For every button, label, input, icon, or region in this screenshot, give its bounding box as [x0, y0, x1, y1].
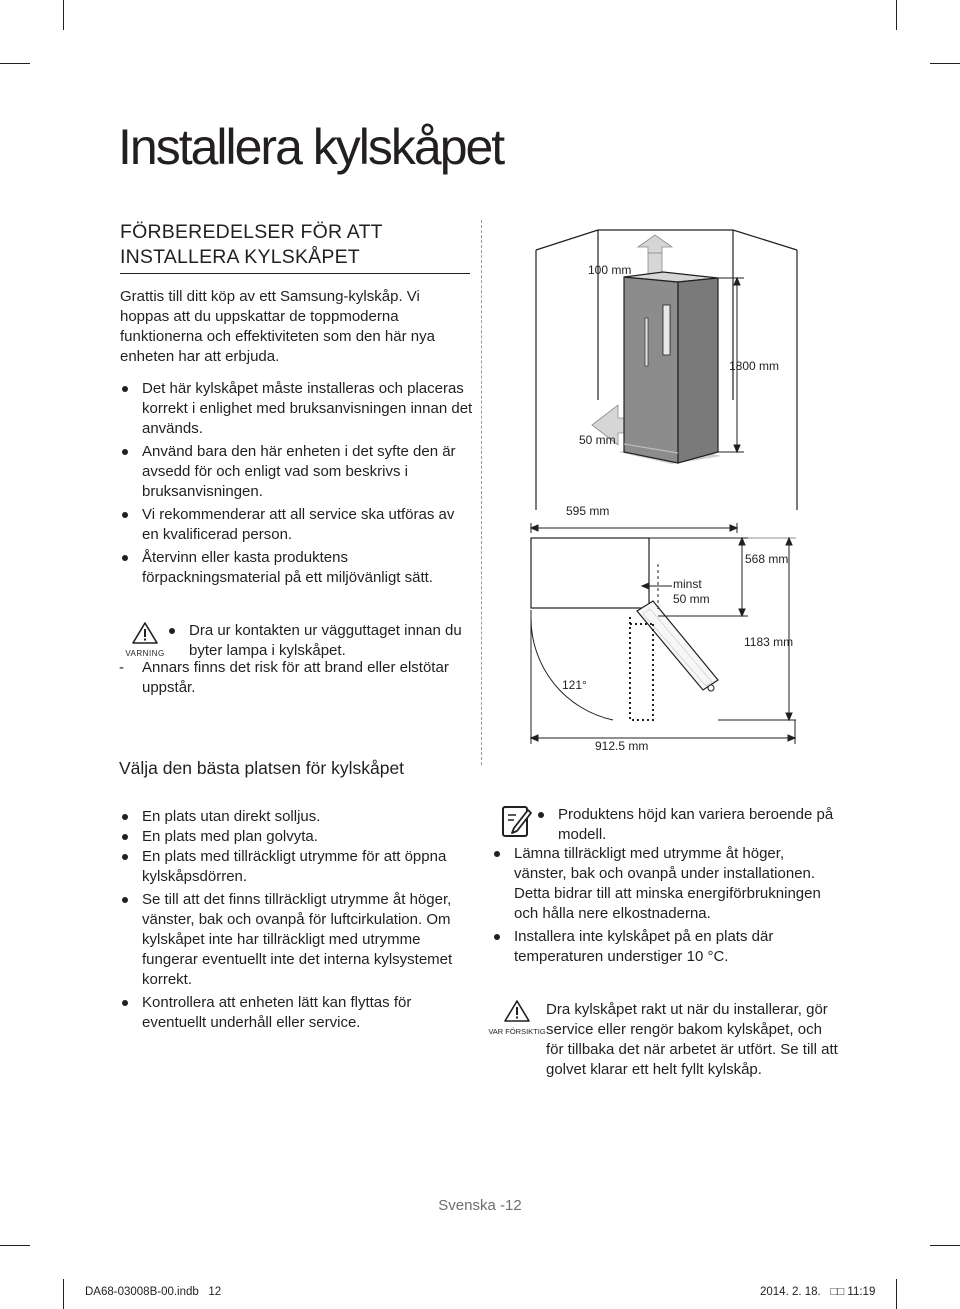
crop-mark: [896, 0, 897, 30]
intro-paragraph: Grattis till ditt köp av ett Samsung-kylskåp. Vi hoppas att du uppskattar de toppmoderna funktionerna och effektiviteten som den här nya enheten har att erbjuda.: [120, 288, 435, 365]
crop-mark: [896, 1279, 897, 1309]
list-item: Se till att det finns tillräckligt utrymme åt höger, vänster, bak och ovanpå för luftcirkulation. Om kylskåpet inte har tillräckligt med utrymme fungerar eventuellt inte det interna kylsystemet korrekt.: [119, 890, 474, 990]
crop-mark: [63, 1279, 64, 1309]
list-item: Produktens höjd kan variera beroende på modell.: [535, 805, 835, 845]
subsection-heading: Välja den bästa platsen för kylskåpet: [119, 758, 405, 778]
list-item: Installera inte kylskåpet på en plats där temperaturen understiger 10 °C.: [491, 927, 836, 967]
note-bullets: [491, 844, 836, 967]
crop-mark: [0, 63, 30, 64]
note-icon: [502, 806, 532, 838]
width-dimension: [531, 523, 737, 533]
dim-angle: 121°: [562, 678, 587, 692]
crop-mark: [930, 1245, 960, 1246]
min-clearance-dimension: [642, 583, 672, 589]
dim-depth: 568 mm: [745, 552, 789, 566]
list-item: Dra ur kontakten ur vägguttaget innan du byter lampa i kylskåpet.: [166, 621, 476, 661]
column-divider: [481, 220, 482, 765]
install-bullets: [119, 379, 474, 588]
angle-arc: [531, 618, 613, 720]
installation-diagram: [500, 220, 830, 765]
list-item: Använd bara den här enheten i det syfte den är avsedd för och enligt vad som beskrivs i bruksanvisningen.: [119, 442, 474, 502]
list-item: En plats med tillräckligt utrymme för att öppna kylskåpsdörren.: [119, 847, 474, 887]
dim-width: 595 mm: [566, 504, 610, 518]
dim-top-clearance: 100 mm: [588, 263, 632, 277]
list-item: Lämna tillräckligt med utrymme åt höger, vänster, bak och ovanpå under installationen. Detta bidrar till att minska energiförbrukningen och hålla nere elkostnaderna.: [491, 844, 836, 924]
door-swing-outline: [630, 617, 653, 720]
location-bullets: [119, 807, 474, 1033]
list-item: En plats utan direkt solljus.: [119, 807, 474, 827]
list-item: Det här kylskåpet måste installeras och placeras korrekt i enlighet med bruksanvisningen innan det används.: [119, 379, 474, 439]
dim-min-label: minst: [673, 577, 702, 591]
warning-bullets: [166, 621, 476, 661]
note-bullet-first: [535, 805, 835, 845]
date-imprint: 2014. 2. 18. □□ 11:19: [760, 1286, 876, 1298]
fridge-door: [637, 601, 718, 691]
file-imprint: DA68-03008B-00.indb 12: [85, 1286, 222, 1298]
dim-height: 1800 mm: [729, 359, 780, 373]
section-heading: FÖRBEREDELSER FÖR ATT INSTALLERA KYLSKÅPET: [120, 220, 470, 274]
fridge: [624, 272, 718, 463]
fridge-top-view: [531, 538, 649, 608]
dim-door-depth: 1183 mm: [744, 635, 794, 649]
page-title: Installera kylskåpet: [118, 119, 504, 175]
caution-label: VAR FÖRSIKTIG: [488, 1027, 546, 1036]
warning-symbol: [125, 622, 165, 658]
warning-note: Annars finns det risk för att brand eller elstötar uppstår.: [142, 659, 449, 696]
list-item: En plats med plan golvyta.: [119, 827, 474, 847]
crop-mark: [930, 63, 960, 64]
caution-text: Dra kylskåpet rakt ut när du installerar, gör service eller rengör bakom kylskåpet, och för tillbaka det när arbetet är utfört. Se till att golvet klarar ett helt fyllt kylskåp.: [546, 1001, 838, 1078]
list-item: Kontrollera att enheten lätt kan flyttas för eventuellt underhåll eller service.: [119, 993, 474, 1033]
warning-label: VARNING: [125, 649, 165, 658]
warning-icon: [132, 622, 158, 644]
dash-marker: -: [119, 659, 124, 676]
dim-back-clearance: 50 mm: [579, 433, 616, 447]
page-number: Svenska -12: [438, 1197, 522, 1214]
crop-mark: [63, 0, 64, 30]
caution-symbol: [488, 1000, 546, 1036]
crop-mark: [0, 1245, 30, 1246]
dim-door-width: 912.5 mm: [595, 739, 649, 753]
list-item: Återvinn eller kasta produktens förpackningsmaterial på ett miljövänligt sätt.: [119, 548, 474, 588]
dim-min-value: 50 mm: [673, 592, 710, 606]
warning-icon: [504, 1000, 530, 1022]
list-item: Vi rekommenderar att all service ska utföras av en kvalificerad person.: [119, 505, 474, 545]
